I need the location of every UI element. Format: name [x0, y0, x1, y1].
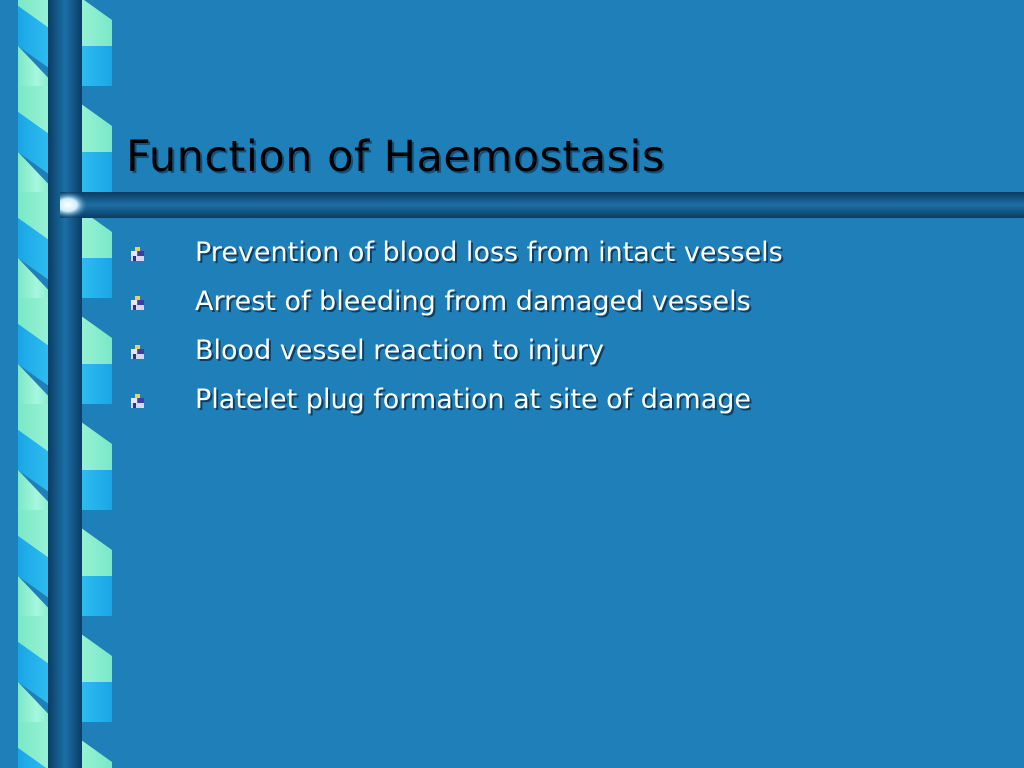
title-underline-bar — [60, 192, 1024, 218]
bullet-item — [128, 279, 783, 328]
book-stack-bullet-icon — [130, 296, 146, 310]
book-stack-bullet-icon — [130, 345, 146, 359]
twisted-ribbon-decoration — [0, 0, 112, 768]
bullet-text: Blood vessel reaction to injury — [195, 335, 605, 366]
bullet-text: Prevention of blood loss from intact vessels — [195, 237, 783, 268]
bullet-text: Platelet plug formation at site of damage — [195, 384, 752, 415]
bullet-item — [128, 328, 783, 377]
bullet-item — [128, 377, 783, 426]
bullet-text: Arrest of bleeding from damaged vessels — [195, 286, 751, 317]
book-stack-bullet-icon — [130, 394, 146, 408]
slide-title: Function of Haemostasis — [126, 132, 665, 182]
bullet-item — [128, 230, 783, 279]
book-stack-bullet-icon — [130, 247, 146, 261]
bullet-list — [128, 230, 783, 426]
